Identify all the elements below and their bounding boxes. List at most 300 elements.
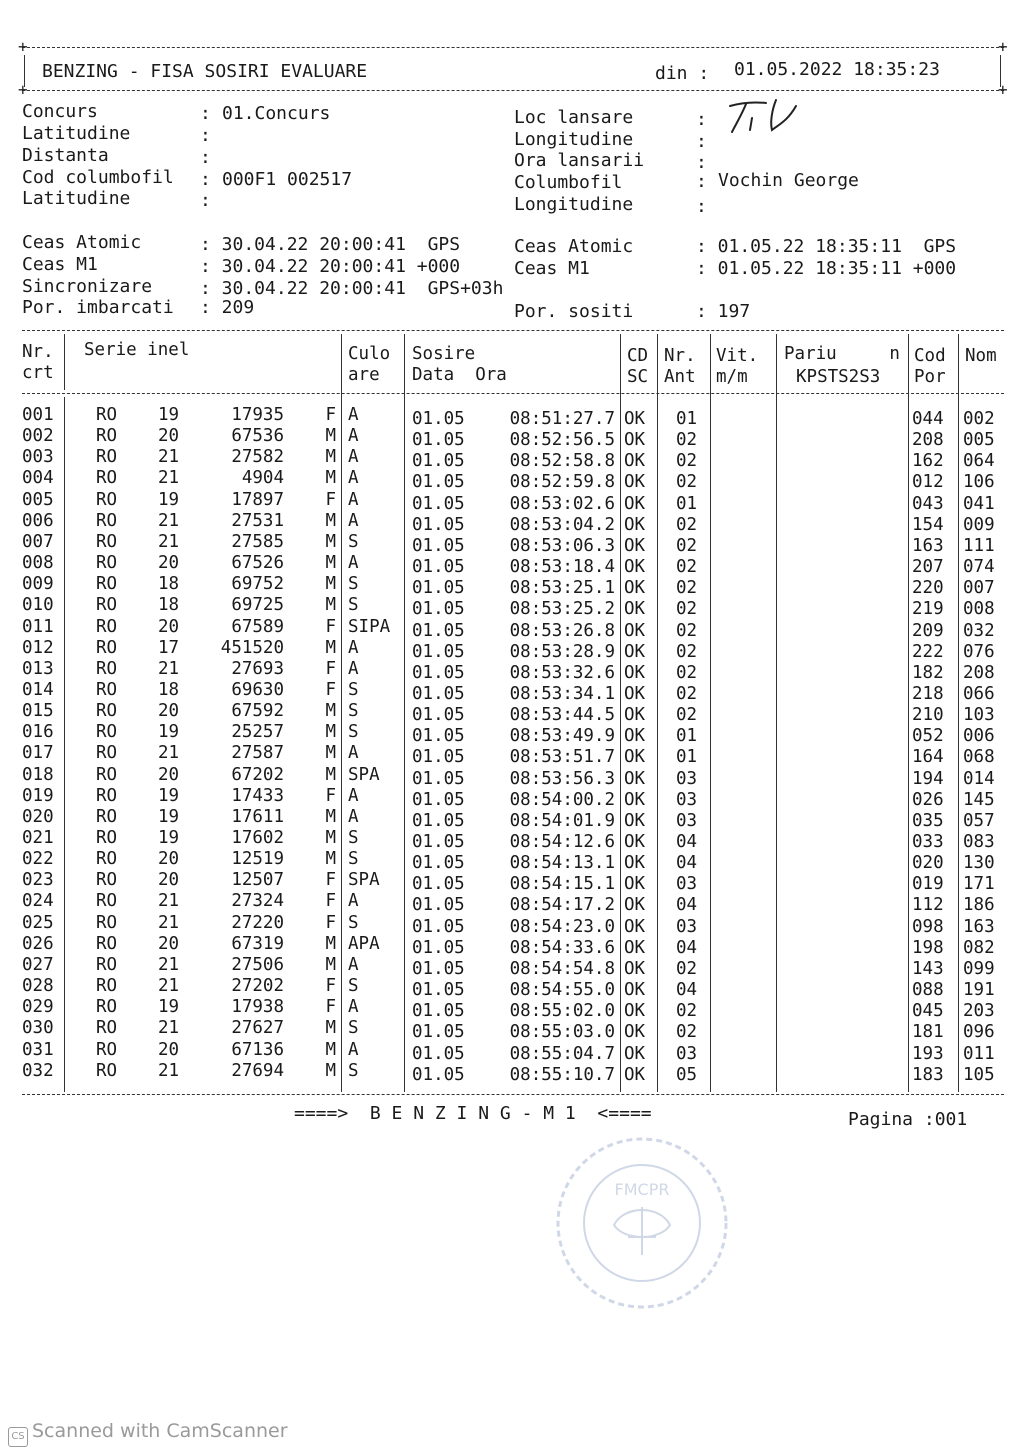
cell-ant: 02 <box>676 1022 698 1043</box>
clock-value: : 30.04.22 20:00:41 GPS <box>200 234 461 255</box>
cell-sex: M <box>325 764 336 785</box>
cell-cod: 112 <box>912 895 944 916</box>
cell-data: 01.05 <box>412 980 465 1001</box>
table-row <box>0 510 1024 535</box>
cell-cod: 052 <box>912 726 944 747</box>
cell-data: 01.05 <box>412 874 465 895</box>
info-label: Concurs <box>22 101 98 122</box>
table-row <box>0 933 1024 958</box>
cell-ora: 08:53:34.1 <box>509 683 615 704</box>
cell-cd: OK <box>624 430 646 451</box>
cell-cul: S <box>348 1018 359 1039</box>
cell-nr: 008 <box>22 553 54 574</box>
cell-an: 20 <box>158 1039 180 1060</box>
cell-data: 01.05 <box>412 958 465 979</box>
info-label: Loc lansare <box>514 107 634 128</box>
table-row <box>0 574 1024 599</box>
cell-nom: 011 <box>963 1043 995 1064</box>
cell-tara: RO <box>96 997 118 1018</box>
cell-cd: OK <box>624 958 646 979</box>
cell-ora: 08:53:04.2 <box>509 514 615 535</box>
cell-cd: OK <box>624 1043 646 1064</box>
cell-tara: RO <box>96 531 118 552</box>
cell-cd: OK <box>624 726 646 747</box>
col-header-viteza: Vit. <box>716 346 759 366</box>
cell-cd: OK <box>624 683 646 704</box>
cell-cod: 026 <box>912 789 944 810</box>
fancier-name: Vochin George <box>718 170 859 191</box>
info-label: Distanta <box>22 145 109 166</box>
cell-nom: 076 <box>963 641 995 662</box>
cell-nr: 003 <box>22 447 54 468</box>
cell-data: 01.05 <box>412 832 465 852</box>
cell-ant: 03 <box>676 768 698 789</box>
info-sep: : <box>696 171 707 192</box>
table-row <box>0 828 1024 852</box>
cell-data: 01.05 <box>412 705 465 726</box>
cell-cul: S <box>348 595 359 616</box>
cell-cod: 220 <box>912 578 944 599</box>
cell-cd: OK <box>624 535 646 556</box>
cell-inel: 27220 <box>231 912 284 933</box>
table-row <box>0 489 1024 514</box>
cell-inel: 27324 <box>231 891 284 912</box>
cell-data: 01.05 <box>412 620 465 641</box>
info-label: Longitudine <box>514 129 634 150</box>
federation-stamp-icon <box>552 1133 732 1313</box>
table-row <box>0 447 1024 472</box>
cell-ora: 08:54:12.6 <box>509 832 615 852</box>
cell-sex: M <box>325 637 336 658</box>
cell-an: 21 <box>158 976 180 997</box>
cell-ant: 02 <box>676 1001 698 1022</box>
cell-inel: 27627 <box>231 1018 284 1039</box>
clock-value: : 209 <box>200 297 255 318</box>
cell-inel: 27531 <box>231 510 284 531</box>
cell-nr: 017 <box>22 743 54 764</box>
col-header-cod-por: Cod <box>914 346 946 366</box>
cell-tara: RO <box>96 806 118 827</box>
cell-tara: RO <box>96 679 118 700</box>
col-header-nom: Nom <box>965 346 997 366</box>
cell-an: 20 <box>158 764 180 785</box>
cell-cul: S <box>348 679 359 700</box>
cell-ora: 08:53:06.3 <box>509 535 615 556</box>
cell-cd: OK <box>624 937 646 958</box>
info-sep: : <box>696 109 707 130</box>
clock-label: Por. sositi <box>514 301 634 322</box>
cell-ant: 04 <box>676 895 698 916</box>
cell-cul: A <box>348 447 359 468</box>
cell-ora: 08:54:54.8 <box>509 958 615 979</box>
clock-label: Sincronizare <box>22 276 153 297</box>
cell-ant: 02 <box>676 514 698 535</box>
cell-ant: 02 <box>676 683 698 704</box>
cell-sex: F <box>325 616 336 637</box>
cell-data: 01.05 <box>412 895 465 916</box>
cell-ora: 08:53:32.6 <box>509 662 615 683</box>
cell-nr: 027 <box>22 954 54 975</box>
cell-inel: 67589 <box>231 616 284 637</box>
cell-sex: F <box>325 912 336 933</box>
cell-cod: 218 <box>912 683 944 704</box>
border-corner: + <box>998 37 1008 56</box>
camscanner-icon: CS <box>8 1427 28 1447</box>
cell-cd: OK <box>624 1001 646 1022</box>
cell-cd: OK <box>624 514 646 535</box>
table-top-border <box>22 330 1004 331</box>
cell-inel: 67526 <box>231 553 284 574</box>
cell-ora: 08:53:56.3 <box>509 768 615 789</box>
cell-cd: OK <box>624 832 646 852</box>
cell-sex: M <box>325 933 336 954</box>
cell-inel: 451520 <box>220 637 284 658</box>
clock-value: : 30.04.22 20:00:41 +000 <box>200 256 461 277</box>
cell-tara: RO <box>96 595 118 616</box>
info-label: Longitudine <box>514 194 634 215</box>
cell-tara: RO <box>96 933 118 954</box>
col-header-sosire: Sosire <box>412 344 476 364</box>
cell-nom: 002 <box>963 409 995 429</box>
cell-tara: RO <box>96 637 118 658</box>
stamp-text: FMCPR <box>614 1180 670 1199</box>
cell-cul: S <box>348 1060 359 1081</box>
table-row <box>0 531 1024 556</box>
cell-cul: S <box>348 828 359 848</box>
cell-nom: 082 <box>963 937 995 958</box>
cell-an: 21 <box>158 658 180 679</box>
cell-cod: 143 <box>912 958 944 979</box>
cell-data: 01.05 <box>412 916 465 937</box>
info-label: Latitudine <box>22 188 131 209</box>
cell-sex: M <box>325 1018 336 1039</box>
cell-an: 21 <box>158 1060 180 1081</box>
cell-tara: RO <box>96 870 118 891</box>
cell-inel: 27585 <box>231 531 284 552</box>
cell-tara: RO <box>96 574 118 595</box>
cell-cod: 033 <box>912 832 944 852</box>
cell-tara: RO <box>96 743 118 764</box>
cell-an: 20 <box>158 849 180 870</box>
cell-ant: 02 <box>676 958 698 979</box>
col-header-nr-ant: Ant <box>664 367 696 387</box>
cell-tara: RO <box>96 1060 118 1081</box>
cell-nr: 018 <box>22 764 54 785</box>
cell-inel: 4904 <box>241 468 284 489</box>
cell-ant: 01 <box>676 409 698 429</box>
col-header-cod-por: Por <box>914 367 946 387</box>
cell-sex: M <box>325 1039 336 1060</box>
cell-inel: 67319 <box>231 933 284 954</box>
cell-cd: OK <box>624 578 646 599</box>
table-row <box>0 743 1024 768</box>
col-header-cdsc: CD <box>627 346 649 366</box>
cell-ora: 08:53:28.9 <box>509 641 615 662</box>
cell-cod: 193 <box>912 1043 944 1064</box>
cell-ora: 08:53:25.2 <box>509 599 615 620</box>
cell-nom: 099 <box>963 958 995 979</box>
cell-cd: OK <box>624 916 646 937</box>
info-sep: : <box>200 190 211 211</box>
table-row <box>0 595 1024 620</box>
cell-nom: 096 <box>963 1022 995 1043</box>
table-row <box>0 764 1024 789</box>
cell-inel: 12519 <box>231 849 284 870</box>
cell-inel: 67202 <box>231 764 284 785</box>
cell-cul: S <box>348 722 359 743</box>
cell-cod: 164 <box>912 747 944 768</box>
cell-ant: 02 <box>676 557 698 578</box>
clock-value: : 197 <box>696 301 751 322</box>
cell-data: 01.05 <box>412 810 465 831</box>
cell-tara: RO <box>96 785 118 806</box>
cell-ora: 08:52:56.5 <box>509 430 615 451</box>
cell-data: 01.05 <box>412 535 465 556</box>
cell-nom: 057 <box>963 810 995 831</box>
cell-ora: 08:53:49.9 <box>509 726 615 747</box>
cell-tara: RO <box>96 891 118 912</box>
cell-cod: 163 <box>912 535 944 556</box>
cell-nr: 029 <box>22 997 54 1018</box>
cell-data: 01.05 <box>412 578 465 599</box>
cell-sex: M <box>325 468 336 489</box>
cell-tara: RO <box>96 912 118 933</box>
table-row <box>0 722 1024 747</box>
cell-tara: RO <box>96 553 118 574</box>
cell-ant: 01 <box>676 493 698 514</box>
cell-tara: RO <box>96 828 118 848</box>
cell-sex: F <box>325 891 336 912</box>
cell-inel: 17433 <box>231 785 284 806</box>
cell-data: 01.05 <box>412 726 465 747</box>
report-title: BENZING - FISA SOSIRI EVALUARE <box>42 61 368 82</box>
cell-ora: 08:55:03.0 <box>509 1022 615 1043</box>
cell-ant: 03 <box>676 810 698 831</box>
cell-ora: 08:54:13.1 <box>509 853 615 874</box>
cell-cd: OK <box>624 493 646 514</box>
col-header-nr: Nr. <box>22 342 54 362</box>
cell-cd: OK <box>624 895 646 916</box>
cell-ant: 02 <box>676 599 698 620</box>
table-row <box>0 658 1024 683</box>
table-row <box>0 405 1024 429</box>
cell-ora: 08:55:02.0 <box>509 1001 615 1022</box>
cell-cod: 012 <box>912 472 944 493</box>
cell-cul: SPA <box>348 870 380 891</box>
cell-ant: 01 <box>676 726 698 747</box>
cell-sex: M <box>325 1060 336 1081</box>
cell-tara: RO <box>96 976 118 997</box>
cell-nom: 105 <box>963 1064 995 1085</box>
cell-ant: 02 <box>676 472 698 493</box>
cell-inel: 27694 <box>231 1060 284 1081</box>
header-bottom-border <box>22 90 1004 91</box>
cell-cd: OK <box>624 472 646 493</box>
cell-cod: 162 <box>912 451 944 472</box>
cell-inel: 67536 <box>231 426 284 447</box>
cell-nr: 022 <box>22 849 54 870</box>
cell-tara: RO <box>96 722 118 743</box>
cell-cd: OK <box>624 980 646 1001</box>
cell-cul: S <box>348 531 359 552</box>
cell-an: 17 <box>158 637 180 658</box>
cell-cod: 045 <box>912 1001 944 1022</box>
cell-nom: 066 <box>963 683 995 704</box>
watermark-text: Scanned with CamScanner <box>32 1420 288 1442</box>
cell-inel: 17938 <box>231 997 284 1018</box>
table-row <box>0 806 1024 831</box>
cell-ant: 03 <box>676 874 698 895</box>
cell-sex: M <box>325 954 336 975</box>
cell-nr: 010 <box>22 595 54 616</box>
col-header-pariu: Pariu n <box>784 344 900 364</box>
cell-nr: 024 <box>22 891 54 912</box>
info-sep: : <box>200 103 211 124</box>
cell-nom: 006 <box>963 726 995 747</box>
cell-inel: 17611 <box>231 806 284 827</box>
cell-an: 21 <box>158 912 180 933</box>
cell-an: 18 <box>158 574 180 595</box>
table-row <box>0 679 1024 704</box>
cell-cul: A <box>348 405 359 425</box>
report-date-label: din : <box>655 63 710 84</box>
cell-nr: 005 <box>22 489 54 510</box>
footer-banner: ====> B E N Z I N G - M 1 <==== <box>294 1103 652 1124</box>
table-row <box>0 912 1024 937</box>
cell-nr: 023 <box>22 870 54 891</box>
cell-cod: 020 <box>912 853 944 874</box>
cell-cd: OK <box>624 620 646 641</box>
cell-an: 19 <box>158 405 180 425</box>
info-sep: : <box>696 131 707 152</box>
cell-an: 19 <box>158 997 180 1018</box>
cell-an: 21 <box>158 954 180 975</box>
cell-ora: 08:54:33.6 <box>509 937 615 958</box>
cell-nom: 208 <box>963 662 995 683</box>
col-header-nr: crt <box>22 363 54 383</box>
cell-an: 21 <box>158 447 180 468</box>
cell-inel: 17602 <box>231 828 284 848</box>
cell-sex: M <box>325 806 336 827</box>
clock-value: : 30.04.22 20:00:41 GPS+03h <box>200 278 504 299</box>
cell-ant: 04 <box>676 937 698 958</box>
cell-an: 20 <box>158 701 180 722</box>
cell-an: 18 <box>158 679 180 700</box>
cell-nr: 019 <box>22 785 54 806</box>
cell-an: 21 <box>158 531 180 552</box>
table-row <box>0 468 1024 493</box>
cell-sex: F <box>325 489 336 510</box>
clock-label: Ceas M1 <box>514 258 590 279</box>
handwritten-signature-icon <box>726 96 806 138</box>
cell-tara: RO <box>96 849 118 870</box>
cell-inel: 27693 <box>231 658 284 679</box>
cell-cod: 209 <box>912 620 944 641</box>
cell-nom: 171 <box>963 874 995 895</box>
cell-cd: OK <box>624 451 646 472</box>
info-sep: : <box>696 196 707 217</box>
cell-data: 01.05 <box>412 514 465 535</box>
col-header-culoare: are <box>348 365 380 385</box>
cell-nr: 014 <box>22 679 54 700</box>
cell-ora: 08:53:02.6 <box>509 493 615 514</box>
cell-cod: 198 <box>912 937 944 958</box>
top-border <box>22 47 1004 48</box>
cell-cul: S <box>348 976 359 997</box>
cell-cd: OK <box>624 705 646 726</box>
cell-an: 19 <box>158 489 180 510</box>
info-label: Ora lansarii <box>514 150 645 171</box>
cell-data: 01.05 <box>412 662 465 683</box>
cell-ant: 04 <box>676 980 698 1001</box>
cell-ora: 08:54:01.9 <box>509 810 615 831</box>
cell-cul: A <box>348 743 359 764</box>
cell-sex: F <box>325 997 336 1018</box>
table-row <box>0 637 1024 662</box>
cell-sex: F <box>325 785 336 806</box>
table-row <box>0 891 1024 916</box>
cell-cd: OK <box>624 789 646 810</box>
cell-an: 20 <box>158 553 180 574</box>
cell-cd: OK <box>624 768 646 789</box>
cell-data: 01.05 <box>412 1001 465 1022</box>
cell-nr: 012 <box>22 637 54 658</box>
cell-nom: 074 <box>963 557 995 578</box>
cell-data: 01.05 <box>412 747 465 768</box>
cell-tara: RO <box>96 447 118 468</box>
cell-cul: APA <box>348 933 380 954</box>
col-header-serie: Serie inel <box>84 340 190 360</box>
cell-an: 19 <box>158 722 180 743</box>
cell-nom: 106 <box>963 472 995 493</box>
cell-cul: A <box>348 637 359 658</box>
clock-value: : 01.05.22 18:35:11 GPS <box>696 236 957 257</box>
cell-nr: 004 <box>22 468 54 489</box>
cell-nom: 186 <box>963 895 995 916</box>
cell-cod: 181 <box>912 1022 944 1043</box>
cell-inel: 69725 <box>231 595 284 616</box>
cell-cod: 044 <box>912 409 944 429</box>
cell-nr: 016 <box>22 722 54 743</box>
table-row <box>0 1039 1024 1064</box>
cell-nr: 032 <box>22 1060 54 1081</box>
table-row <box>0 954 1024 979</box>
cell-tara: RO <box>96 764 118 785</box>
cell-cod: 207 <box>912 557 944 578</box>
cell-cul: A <box>348 489 359 510</box>
cell-cod: 088 <box>912 980 944 1001</box>
cell-ant: 01 <box>676 747 698 768</box>
cell-nr: 015 <box>22 701 54 722</box>
cell-an: 19 <box>158 785 180 806</box>
cell-cul: A <box>348 806 359 827</box>
cell-ora: 08:55:04.7 <box>509 1043 615 1064</box>
cell-sex: F <box>325 658 336 679</box>
cell-cd: OK <box>624 1064 646 1085</box>
cell-ant: 02 <box>676 535 698 556</box>
cell-nom: 145 <box>963 789 995 810</box>
col-header-culoare: Culo <box>348 344 391 364</box>
cell-an: 20 <box>158 933 180 954</box>
cell-cul: A <box>348 553 359 574</box>
cell-nom: 163 <box>963 916 995 937</box>
cell-inel: 69630 <box>231 679 284 700</box>
cell-inel: 17897 <box>231 489 284 510</box>
cell-inel: 69752 <box>231 574 284 595</box>
cell-cul: S <box>348 574 359 595</box>
cell-tara: RO <box>96 405 118 425</box>
info-value: 01.Concurs <box>222 103 331 124</box>
